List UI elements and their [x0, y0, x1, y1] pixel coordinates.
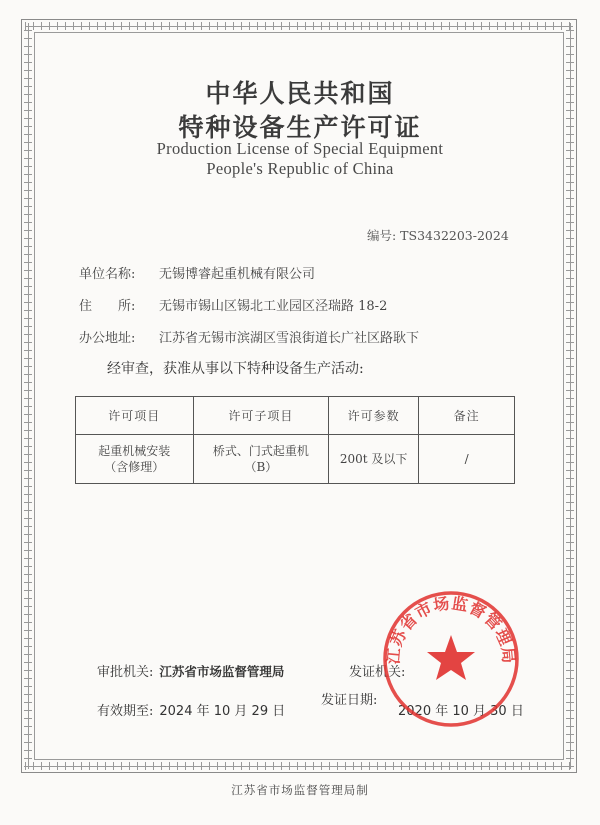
- table-header-row: [76, 397, 515, 435]
- license-items-table: [75, 396, 515, 484]
- approving-authority: [97, 661, 284, 680]
- item-line1: 起重机械安装: [98, 444, 171, 458]
- issue-date-label: 发证日期:: [321, 693, 378, 708]
- footer-issuer: 江苏省市场监督管理局制: [231, 783, 369, 797]
- border-pattern-bottom: [25, 762, 573, 770]
- title-en-line2: People's Republic of China: [206, 159, 394, 178]
- office-address-field: [79, 327, 419, 346]
- header-license-param: 许可参数: [329, 397, 419, 435]
- cell-note: /: [419, 435, 515, 484]
- office-address-label: 办公地址:: [79, 331, 136, 346]
- cell-license-subitem: [193, 435, 328, 484]
- issuing-authority-label: 发证机关:: [349, 665, 406, 680]
- valid-until-label: 有效期至:: [97, 704, 154, 719]
- cell-license-item: [76, 435, 194, 484]
- subitem-line2: （B）: [244, 460, 278, 474]
- svg-text:江苏省市场监督管理局: 江苏省市场监督管理局: [383, 593, 519, 665]
- unit-name-value: 无锡博睿起重机械有限公司: [159, 267, 316, 282]
- border-pattern-top: [25, 22, 573, 30]
- title-cn-line2: 特种设备生产许可证: [178, 113, 422, 142]
- item-line2: （含修理）: [104, 460, 165, 474]
- unit-name-field: [79, 263, 315, 282]
- unit-name-label: 单位名称:: [79, 267, 136, 282]
- valid-until-value: 2024 年 10 月 29 日: [159, 704, 286, 719]
- cell-license-param: 200t 及以下: [329, 435, 419, 484]
- address-value: 无锡市锡山区锡北工业园区泾瑞路 18-2: [159, 299, 388, 314]
- issue-date-value: 2020 年 10 月 30 日: [398, 704, 524, 719]
- header-note: 备注: [419, 397, 515, 435]
- approving-authority-label: 审批机关:: [97, 665, 154, 680]
- official-seal: [381, 589, 521, 729]
- certificate-number: 编号: TS3432203-2024: [367, 228, 509, 243]
- header-license-item: 许可项目: [76, 397, 194, 435]
- header-license-subitem: 许可子项目: [193, 397, 328, 435]
- title-en-line1: Production License of Special Equipment: [156, 139, 444, 158]
- valid-until: [97, 700, 285, 719]
- office-address-value: 江苏省无锡市滨湖区雪浪街道长广社区路耿下: [159, 331, 420, 346]
- title-cn-line1: 中华人民共和国: [205, 79, 395, 108]
- subitem-line1: 桥式、门式起重机: [212, 444, 309, 458]
- address-label: 住 所:: [79, 299, 136, 314]
- address-field: [79, 295, 387, 314]
- approval-statement: 经审查，获准从事以下特种设备生产活动:: [107, 361, 364, 377]
- seal-star-icon: [427, 635, 475, 680]
- approving-authority-value: 江苏省市场监督管理局: [159, 664, 285, 679]
- table-row: [76, 435, 515, 484]
